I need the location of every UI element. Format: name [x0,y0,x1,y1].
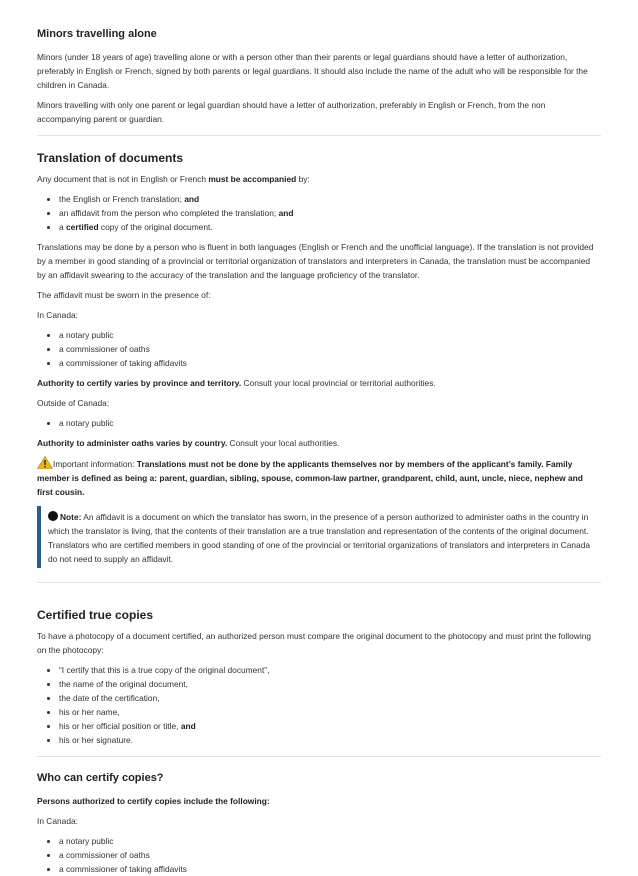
list-item: • a commissioner of oaths [59,848,601,862]
minors-paragraph-2: Minors travelling with only one parent or legal guardian should have a letter of authorization, preferably in English or French, from the non accompanying parent or guardian. [37,100,546,124]
section-divider [37,756,601,757]
list-item: • the date of the certification, [59,691,601,705]
minors-paragraph-1: Minors (under 18 years of age) travelling alone or with a person other than their parents or legal guardians should have a letter of authorization, preferably in English or French, signed by both parents or legal guardians. It should also include the name of the adult who will be responsible for the children in Canada. [37,52,588,90]
authority-paragraph: Authority to certify varies by province and territory. Consult your local provincial or territorial authorities. [37,378,436,388]
list-item: • a commissioner of oaths [59,342,601,356]
note-box [37,506,601,568]
persons-authorized: Persons authorized to certify copies include the following: [37,796,270,806]
administer-paragraph: Authority to administer oaths varies by country. Consult your local authorities. [37,438,340,448]
note-text: An affidavit is a document on which the translator has sworn, in the presence of a person authorized to administer oaths in the country in which the translator is living, that the contents of their translation are a true translation and representation of the contents of the original document. Translators who are certified members in good standing of one of the provincial or territorial organizations of translators and interpreters in Canada do not need to supply an affidavit. [48,512,591,564]
list-item: • the English or French translation; and [59,192,601,206]
section-divider [37,582,601,583]
minors-heading: Minors travelling alone [37,28,157,40]
list-item: • an affidavit from the person who completed the translation; and [59,206,601,220]
warning-triangle-icon [37,456,53,469]
warning-text: Translations must not be done by the applicants themselves nor by members of the applicant’s family. Family member is defined as being a: parent, guardian, sibling, spouse, common-law partner, grandparent, child, aunt, uncle, niece, nephew and first cousin. [37,459,583,497]
translation-requirements-list [37,192,601,234]
list-item: • his or her official position or title, and [59,719,601,733]
warning-label: Important information: [53,459,137,469]
in-canada-label: In Canada: [37,310,78,320]
outside-authorities-list [37,416,601,430]
list-item: • a commissioner of taking affidavits [59,862,601,876]
list-item: • his or her name, [59,705,601,719]
info-circle-icon [48,511,58,521]
list-item: • a notary public [59,328,601,342]
list-item: • the name of the original document, [59,677,601,691]
list-item: • a commissioner of taking affidavits [59,356,601,370]
translator-paragraph: Translations may be done by a person who is fluent in both languages (English or French and the unofficial language). If the translation is not provided by a member in good standing of a provincial or territorial organization of translators and interpreters in Canada, the translation must be accompanied by an affidavit swearing to the accuracy of the translation and the language proficiency of the translator. [37,242,594,280]
list-item: • a notary public [59,834,601,848]
who-in-canada-label: In Canada: [37,816,78,826]
certified-heading: Certified true copies [37,608,154,622]
section-divider [37,135,601,136]
certification-list [37,663,601,747]
important-warning [37,456,601,499]
outside-canada-label: Outside of Canada: [37,398,110,408]
list-item: • a notary public [59,416,601,430]
who-canada-list [37,834,601,876]
translation-intro: Any document that is not in English or French must be accompanied by: [37,174,310,184]
affidavit-sworn-paragraph: The affidavit must be sworn in the presence of: [37,290,211,300]
canada-authorities-list [37,328,601,370]
list-item: • his or her signature. [59,733,601,747]
note-label: Note: [60,512,82,522]
certified-intro: To have a photocopy of a document certified, an authorized person must compare the original document to the photocopy and must print the following on the photocopy: [37,631,592,655]
who-heading: Who can certify copies? [37,772,164,784]
list-item: • a certified copy of the original document. [59,220,601,234]
list-item: • “I certify that this is a true copy of the original document”, [59,663,601,677]
translation-heading: Translation of documents [37,151,184,165]
